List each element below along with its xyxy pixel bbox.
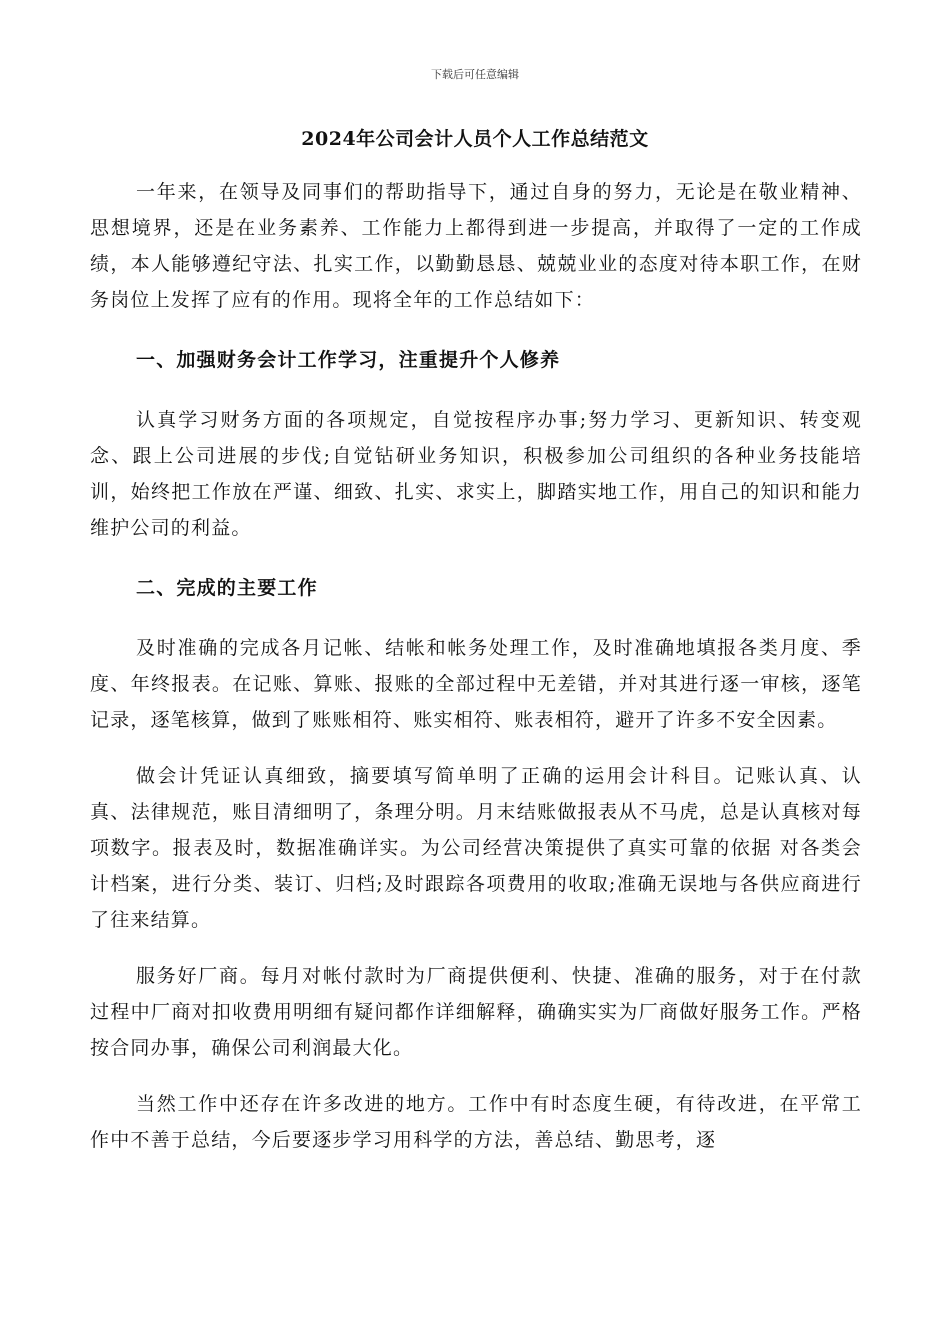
header-note: 下载后可任意编辑 <box>431 68 519 81</box>
section-1-paragraph: 认真学习财务方面的各项规定，自觉按程序办事;努力学习、更新知识、转变观念、跟上公司进展的步伐;自觉钻研业务知识，积极参加公司组织的各种业务技能培训，始终把工作放在严谨、细致、扎实、求实上，脚踏实地工作，用自己的知识和能力维护公司的利益。 <box>90 409 862 539</box>
section-2-paragraph-2: 做会计凭证认真细致，摘要填写简单明了正确的运用会计科目。记账认真、认真、法律规范，账目清细明了，条理分明。月末结账做报表从不马虎，总是认真核对每项数字。报表及时，数据准确详实。为公司经营决策提供了真实可靠的依据 对各类会计档案，进行分类、装订、归档;及时跟踪各项费用的收取;准确无误地与各供应商进行了往来结算。 <box>90 765 862 931</box>
document-body <box>90 174 862 1158</box>
section-heading-2: 二、完成的主要工作 <box>136 577 318 599</box>
intro-paragraph: 一年来，在领导及同事们的帮助指导下，通过自身的努力，无论是在敬业精神、思想境界，还是在业务素养、工作能力上都得到进一步提高，并取得了一定的工作成绩，本人能够遵纪守法、扎实工作，以勤勤恳恳、兢兢业业的态度对待本职工作，在财务岗位上发挥了应有的作用。现将全年的工作总结如下： <box>90 181 862 311</box>
section-heading-1: 一、加强财务会计工作学习，注重提升个人修养 <box>136 349 561 371</box>
section-2-paragraph-1: 及时准确的完成各月记帐、结帐和帐务处理工作，及时准确地填报各类月度、季度、年终报表。在记账、算账、报账的全部过程中无差错，并对其进行逐一审核，逐笔记录，逐笔核算，做到了账账相符、账实相符、账表相符，避开了许多不安全因素。 <box>90 637 862 731</box>
section-2-paragraph-3: 服务好厂商。每月对帐付款时为厂商提供便利、快捷、准确的服务，对于在付款过程中厂商对扣收费用明细有疑问都作详细解释，确确实实为厂商做好服务工作。严格按合同办事，确保公司利润最大化。 <box>90 965 862 1059</box>
section-2-paragraph-4: 当然工作中还存在许多改进的地方。工作中有时态度生硬，有待改进，在平常工作中不善于总结，今后要逐步学习用科学的方法，善总结、勤思考，逐 <box>90 1093 862 1151</box>
document-title: 2024年公司会计人员个人工作总结范文 <box>301 128 649 150</box>
